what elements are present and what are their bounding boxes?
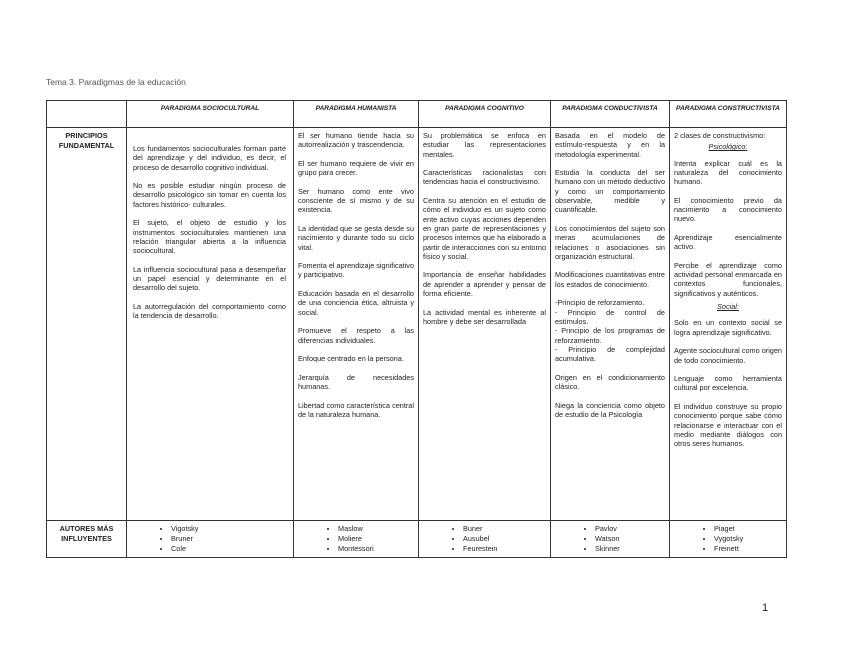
principle-item: - Principio de control de estímulos.: [555, 307, 665, 326]
paragraph: Los conocimientos del sujeto son meras acumulaciones de relaciones o asociaciones sin organización estructural.: [555, 223, 665, 261]
author-item: • Freinett: [714, 544, 782, 554]
paragraph: Ser humano como ente vivo consciente de sí mismo y de su existencia.: [298, 186, 414, 215]
column-header-constructivista: PARADIGMA CONSTRUCTIVISTA: [670, 101, 787, 128]
principles-row: [47, 128, 787, 521]
principios-cognitivo-cell: [419, 128, 551, 521]
paragraph: Características racionalistas con tendencias hacia el constructivismo.: [423, 168, 546, 187]
author-item: • Cole: [171, 544, 289, 554]
column-header-sociocultural: PARADIGMA SOCIOCULTURAL: [127, 101, 294, 128]
author-list: [423, 524, 546, 554]
principios-constructivista-cell: [670, 128, 787, 521]
paragraph: La autorregulación del comportamiento como la tendencia de desarrollo.: [133, 302, 286, 321]
autores-constructivista-cell: [670, 521, 787, 558]
author-item: • Maslow: [338, 524, 414, 534]
author-item: • Vygotsky: [714, 534, 782, 544]
author-item: • Ausubel: [463, 534, 546, 544]
subheading-social: Social:: [717, 302, 739, 312]
paragraph: Importancia de enseñar habilidades de aprender a aprender y pensar de forma eficiente.: [423, 270, 546, 299]
author-item: • Feurestein: [463, 544, 546, 554]
autores-cognitivo-cell: [419, 521, 551, 558]
author-item: • Skinner: [595, 544, 665, 554]
paragraph: Niega la conciencia como objeto de estudio de la Psicología: [555, 400, 665, 419]
autores-conductivista-cell: [551, 521, 670, 558]
paragraph: La identidad que se gesta desde su nacimiento y durante todo su ciclo vital.: [298, 223, 414, 252]
column-header-humanista: PARADIGMA HUMANISTA: [294, 101, 419, 128]
paragraph: Basada en el modelo de estímulo-respuesta y en la metodología experimental.: [555, 131, 665, 159]
paragraph: 2 clases de constructivismo:: [674, 131, 766, 140]
paragraph: Fomenta el aprendizaje significativo y participativo.: [298, 261, 415, 280]
autores-humanista-cell: [294, 521, 419, 558]
paragraph: Su problemática se enfoca en estudiar las representaciones mentales.: [423, 131, 546, 159]
principle-item: -Principio de reforzamiento.: [555, 298, 645, 308]
paragraph: Libertad como característica central de la naturaleza humana.: [298, 400, 414, 419]
principios-sociocultural-cell: [127, 128, 294, 521]
principle-item: - Principio de los programas de reforzamiento.: [555, 326, 665, 345]
author-item: • Bruner: [171, 534, 289, 544]
paragraph: Los fundamentos socioculturales forman parte del aprendizaje y del individuo, es decir, el proceso de desarrollo cognitivo individual.: [133, 144, 286, 172]
paragraph: Modificaciones cuantitativas entre los estados de conocimiento.: [555, 270, 665, 289]
paragraph: Percibe el aprendizaje como actividad personal enmarcada en contextos funcionales, significativos y auténticos.: [674, 260, 782, 298]
author-item: • Montessori: [338, 544, 414, 554]
paragraph: Aprendizaje esencialmente activo.: [674, 232, 782, 252]
principle-item: - Principio de complejidad acumulativa.: [555, 344, 665, 364]
paragraph: Educación basada en el desarrollo de una conciencia ética, altruista y social.: [298, 289, 414, 317]
paragraph: No es posible estudiar ningún proceso de desarrollo psicológico sin tomar en cuenta los factores histórico- culturales.: [133, 181, 286, 209]
author-item: • Moliere: [338, 534, 414, 544]
paragraph: El ser humano tiende hacia su autorrealización y trascendencia.: [298, 131, 414, 150]
paragraph: Solo en un contexto social se logra aprendizaje significativo.: [674, 318, 782, 337]
paragraph: Jerarquía de necesidades humanas.: [298, 372, 414, 392]
paragraph: La influencia sociocultural pasa a desempeñar un papel esencial y determinante en el desarrollo del sujeto.: [133, 264, 286, 293]
subheading-psicologico: Psicológico:: [708, 142, 748, 152]
paragraph: El ser humano requiere de vivir en grupo para crecer.: [298, 158, 414, 178]
row-header-autores: AUTORES MÁS INFLUYENTES: [47, 521, 127, 558]
column-header-cognitivo: PARADIGMA COGNITIVO: [419, 101, 551, 128]
paragraph: El individuo construye su propio conocimiento porque sabe cómo relacionarse e interactuar con el medio mediante diálogos con otros seres humanos.: [674, 402, 782, 449]
header-row: [47, 101, 787, 128]
author-list: [555, 524, 665, 554]
paragraph: Agente sociocultural como origen de todo conocimiento.: [674, 346, 782, 365]
author-list: [674, 524, 782, 554]
principios-humanista-cell: [294, 128, 419, 521]
authors-row: [47, 521, 787, 558]
principios-conductivista-cell: [551, 128, 670, 521]
paragraph: Origen en el condicionamiento clásico.: [555, 372, 665, 392]
row-header-principios: PRINCIPIOS FUNDAMENTAL: [47, 128, 127, 521]
author-item: • Pavlov: [595, 524, 665, 534]
author-list: [131, 524, 289, 554]
paragraph: Intenta explicar cuál es la naturaleza del conocimiento humano.: [674, 158, 782, 187]
author-item: • Piaget: [714, 524, 782, 534]
paragraph: El sujeto, el objeto de estudio y los instrumentos socioculturales mantienen una relación triangular abierta a la influencia sociocultural.: [133, 218, 286, 256]
column-header-conductivista: PARADIGMA CONDUCTIVISTA: [551, 101, 670, 128]
author-item: • Vigotsky: [171, 524, 289, 534]
corner-cell: [47, 101, 127, 128]
author-list: [298, 524, 414, 554]
paragraph: Estudia la conducta del ser humano con un método deductivo y como un comportamiento observable, medible y cuantificable.: [555, 168, 665, 215]
author-item: • Buner: [463, 524, 546, 534]
paragraph: Centra su atención en el estudio de cómo el individuo es un sujeto como ente activo cuyas acciones dependen en gran parte de representaciones y procesos internos que ha elaborado a partir de interacciones con su entorno físico y social.: [423, 196, 546, 261]
paragraph: Lenguaje como herramienta cultural por excelencia.: [674, 374, 782, 393]
autores-sociocultural-cell: [127, 521, 294, 558]
paragraph: El conocimiento previo da nacimiento a conocimiento nuevo.: [674, 195, 782, 224]
paradigms-table: [46, 100, 787, 558]
paragraph: Promueve el respeto a las diferencias individuales.: [298, 326, 414, 345]
document-title: Tema 3. Paradigmas de la educación: [46, 77, 186, 87]
paragraph: Enfoque centrado en la persona.: [298, 354, 404, 364]
page-number: 1: [762, 602, 769, 614]
author-item: • Watson: [595, 534, 665, 544]
paragraph: La actividad mental es inherente al hombre y debe ser desarrollada: [423, 307, 546, 326]
